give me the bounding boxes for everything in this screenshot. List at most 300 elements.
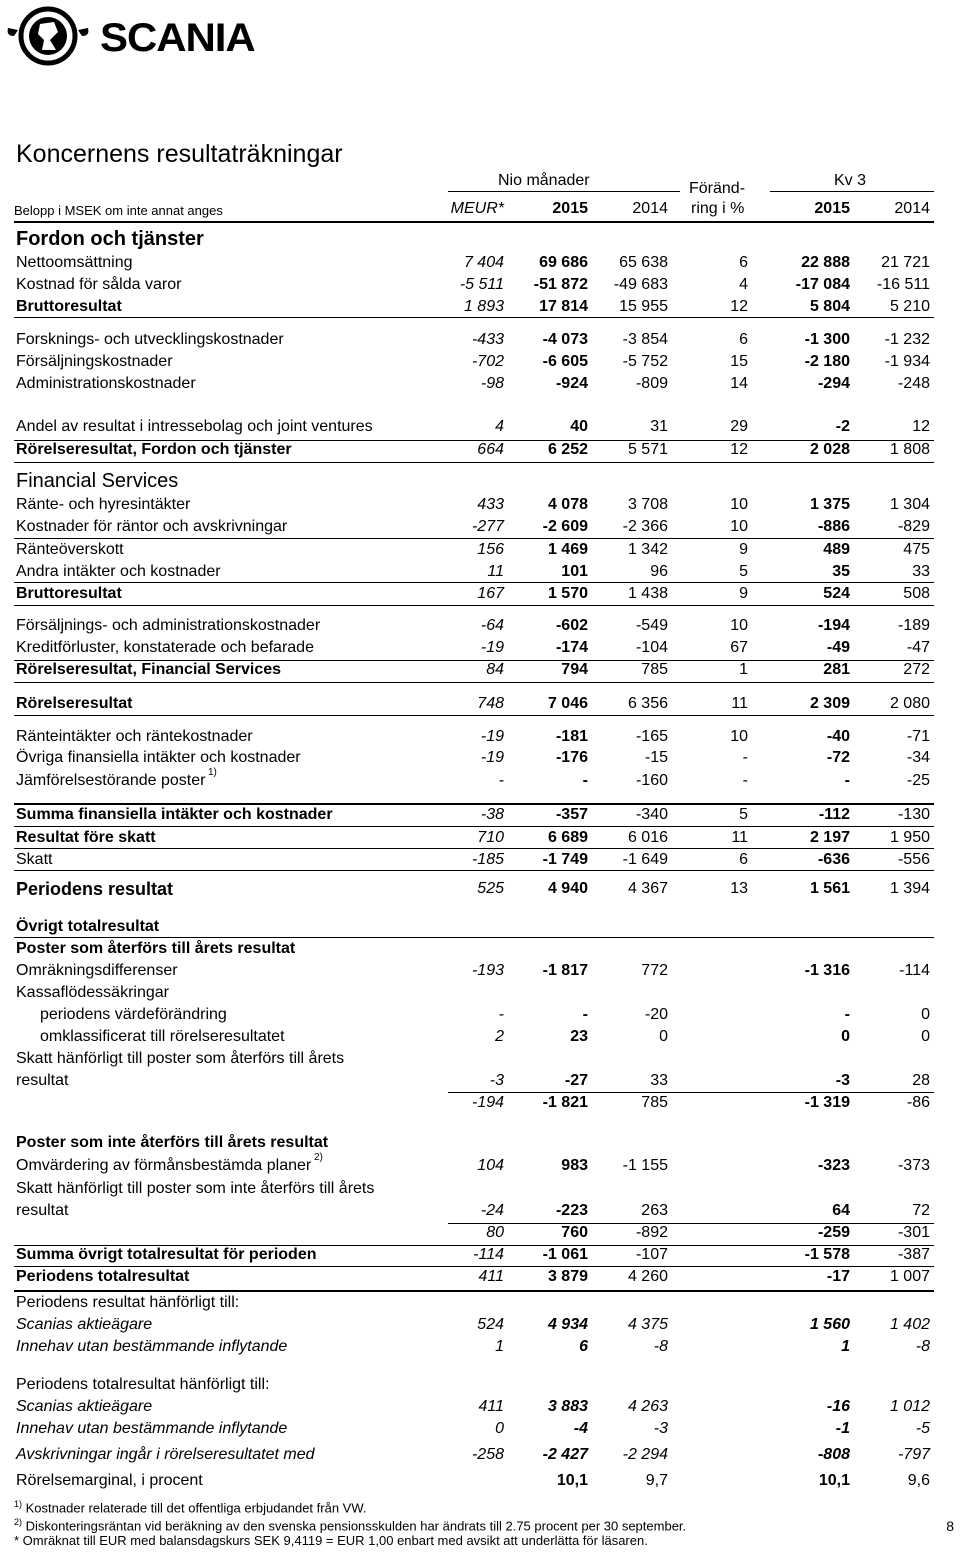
cell-c6: -301 bbox=[897, 1224, 930, 1241]
cell-c4: 1 bbox=[739, 661, 748, 678]
cell-c2: 6 bbox=[579, 1338, 588, 1355]
row-label: Ränte- och hyresintäkter bbox=[16, 496, 191, 513]
row-label: Ränteintäkter och räntekostnader bbox=[16, 728, 253, 745]
cell-c6: 12 bbox=[912, 418, 930, 435]
cell-c1: 1 893 bbox=[463, 298, 504, 315]
cell-c5: 1 560 bbox=[809, 1316, 850, 1333]
cell-c3: -2 366 bbox=[622, 518, 668, 535]
cell-c5: 1 561 bbox=[809, 880, 850, 897]
row-label: Rörelseresultat, Financial Services bbox=[16, 661, 282, 678]
cell-c6: 1 012 bbox=[889, 1398, 930, 1415]
cell-c1: -98 bbox=[480, 375, 504, 392]
cell-c6: 28 bbox=[912, 1072, 930, 1089]
table-row bbox=[0, 584, 960, 604]
rule bbox=[14, 848, 934, 849]
cell-c4: 12 bbox=[730, 298, 748, 315]
row-label: Periodens totalresultat bbox=[16, 1268, 190, 1285]
cell-c2: 3 879 bbox=[547, 1268, 588, 1285]
cell-c5: -323 bbox=[817, 1157, 850, 1174]
cell-c1: 524 bbox=[477, 1316, 504, 1333]
cell-c2: -1 821 bbox=[542, 1094, 588, 1111]
cell-c2: 4 940 bbox=[547, 880, 588, 897]
cell-c6: 21 721 bbox=[881, 254, 930, 271]
cell-c5: -17 bbox=[826, 1268, 850, 1285]
row-label: Jämförelsestörande poster bbox=[16, 772, 206, 789]
cell-c1: -194 bbox=[471, 1094, 504, 1111]
cell-c6: -829 bbox=[897, 518, 930, 535]
table-row bbox=[0, 767, 960, 791]
cell-c1: -258 bbox=[471, 1446, 504, 1463]
footnote-2: $^{2)}$ Diskonteringsräntan vid beräkning av den svenska pensionsskulden har ändrats till 2.75 procent per 30 september. bbox=[14, 1517, 687, 1534]
cell-c5: 1 bbox=[841, 1338, 850, 1355]
cell-c5: 281 bbox=[823, 661, 850, 678]
cell-c2: 7 046 bbox=[547, 695, 588, 712]
cell-c2: -1 061 bbox=[542, 1246, 588, 1263]
row-label: Försäljningskostnader bbox=[16, 353, 173, 370]
table-row bbox=[0, 417, 960, 437]
cell-c3: 6 356 bbox=[627, 695, 668, 712]
cell-c3: 4 263 bbox=[627, 1398, 668, 1415]
cell-c2: 23 bbox=[570, 1028, 588, 1045]
cell-c6: 508 bbox=[903, 585, 930, 602]
cell-c6: 1 394 bbox=[889, 880, 930, 897]
cell-c1: 84 bbox=[486, 661, 504, 678]
cell-c1: -38 bbox=[480, 806, 504, 823]
cell-c6: 0 bbox=[921, 1006, 930, 1023]
cell-c5: 64 bbox=[832, 1202, 850, 1219]
cell-c6: -16 511 bbox=[876, 276, 930, 293]
cell-c1: - bbox=[498, 772, 504, 789]
row-label: Periodens resultat bbox=[16, 879, 174, 899]
cell-c1: -3 bbox=[489, 1072, 504, 1089]
cell-c5: -194 bbox=[817, 617, 850, 634]
table-row bbox=[0, 1337, 960, 1357]
cell-c4: 13 bbox=[730, 880, 748, 897]
cell-c3: 4 260 bbox=[627, 1268, 668, 1285]
cell-c2: 69 686 bbox=[539, 254, 588, 271]
rule bbox=[14, 462, 934, 463]
cell-c3: 31 bbox=[650, 418, 668, 435]
cell-c3: -3 854 bbox=[622, 331, 668, 348]
row-label: Avskrivningar ingår i rörelseresultatet med bbox=[16, 1446, 315, 1463]
table-row bbox=[0, 1471, 960, 1491]
rule bbox=[448, 1223, 934, 1224]
cell-c6: -5 bbox=[915, 1420, 930, 1437]
header-rule bbox=[14, 221, 934, 223]
col-2014: 2014 bbox=[632, 200, 668, 217]
cell-c4: 12 bbox=[730, 441, 748, 458]
table-row bbox=[0, 961, 960, 981]
cell-c3: -5 752 bbox=[622, 353, 668, 370]
table-row bbox=[0, 1267, 960, 1287]
cell-c6: -130 bbox=[897, 806, 930, 823]
cell-c3: 1 342 bbox=[627, 541, 668, 558]
cell-c5: -17 084 bbox=[795, 276, 850, 293]
cell-c2: 1 570 bbox=[547, 585, 588, 602]
cell-c2: 6 689 bbox=[547, 829, 588, 846]
cell-c2: -924 bbox=[555, 375, 588, 392]
cell-c6: -25 bbox=[906, 772, 930, 789]
cell-c3: 785 bbox=[641, 661, 668, 678]
cell-c2: 794 bbox=[561, 661, 588, 678]
table-row bbox=[0, 1027, 960, 1047]
table-row bbox=[0, 1375, 960, 1395]
cell-c3: -165 bbox=[635, 728, 668, 745]
cell-c1: 80 bbox=[486, 1224, 504, 1241]
cell-c4: 5 bbox=[739, 563, 748, 580]
table-row bbox=[0, 1245, 960, 1265]
cell-c6: 1 808 bbox=[889, 441, 930, 458]
cell-c3: -49 683 bbox=[613, 276, 668, 293]
table-row bbox=[0, 1179, 960, 1199]
group-nine-months: Nio månader bbox=[498, 172, 590, 189]
row-label: Scanias aktieägare bbox=[16, 1316, 153, 1333]
cell-c5: -1 578 bbox=[804, 1246, 850, 1263]
rule bbox=[14, 826, 934, 827]
cell-c6: -1 232 bbox=[884, 331, 930, 348]
row-label: Kassaflödessäkringar bbox=[16, 984, 169, 1001]
row-label: Skatt bbox=[16, 851, 53, 868]
cell-c2: -51 872 bbox=[533, 276, 588, 293]
cell-c2: -1 817 bbox=[542, 962, 588, 979]
logo-wordmark: SCANIA bbox=[100, 16, 255, 60]
table-row bbox=[0, 374, 960, 394]
cell-c1: 411 bbox=[478, 1268, 504, 1285]
cell-c1: 7 404 bbox=[463, 254, 504, 271]
cell-c2: 4 078 bbox=[547, 496, 588, 513]
table-row bbox=[0, 1133, 960, 1153]
row-label: Innehav utan bestämmande inflytande bbox=[16, 1338, 288, 1355]
cell-c6: 33 bbox=[912, 563, 930, 580]
cell-c2: -2 427 bbox=[542, 1446, 588, 1463]
cell-c6: -71 bbox=[906, 728, 930, 745]
scania-logo bbox=[4, 6, 304, 64]
cell-c1: 664 bbox=[477, 441, 504, 458]
cell-c4: 15 bbox=[730, 353, 748, 370]
cell-c4: 9 bbox=[739, 541, 748, 558]
cell-c3: -3 bbox=[653, 1420, 668, 1437]
rule bbox=[14, 440, 934, 441]
cell-c2: -4 073 bbox=[542, 331, 588, 348]
rule bbox=[14, 582, 934, 583]
row-label: Skatt hänförligt till poster som återförs till årets bbox=[16, 1050, 345, 1067]
cell-c2: -2 609 bbox=[542, 518, 588, 535]
cell-c5: -72 bbox=[826, 749, 850, 766]
cell-c3: 0 bbox=[659, 1028, 668, 1045]
cell-c1: 748 bbox=[477, 695, 504, 712]
row-label: Rörelsemarginal, i procent bbox=[16, 1472, 203, 1489]
table-row bbox=[0, 1223, 960, 1243]
subtitle: Belopp i MSEK om inte annat anges bbox=[14, 203, 223, 218]
row-label: Nettoomsättning bbox=[16, 254, 133, 271]
cell-c6: -556 bbox=[897, 851, 930, 868]
row-label: Bruttoresultat bbox=[16, 298, 122, 315]
table-row bbox=[0, 879, 960, 899]
cell-c6: 9,6 bbox=[907, 1472, 930, 1489]
cell-c3: 5 571 bbox=[627, 441, 668, 458]
change-header-1: Föränd- bbox=[689, 180, 746, 197]
cell-c4: 4 bbox=[739, 276, 748, 293]
table-row bbox=[0, 694, 960, 714]
row-label: Poster som inte återförs till årets resultat bbox=[16, 1134, 329, 1151]
cell-c1: 411 bbox=[478, 1398, 504, 1415]
page-title: Koncernens resultaträkningar bbox=[16, 140, 343, 168]
table-row bbox=[0, 1152, 960, 1176]
col-q-2014: 2014 bbox=[894, 200, 930, 217]
footnote-3: * Omräknat till EUR med balansdagskurs SEK 9,4119 = EUR 1,00 enbart med avsikt att underlätta för läsaren. bbox=[14, 1533, 648, 1548]
cell-c4: 6 bbox=[739, 851, 748, 868]
col-2015: 2015 bbox=[552, 200, 588, 217]
rule bbox=[448, 1092, 934, 1093]
cell-c5: -259 bbox=[817, 1224, 850, 1241]
cell-c5: 5 804 bbox=[809, 298, 850, 315]
cell-c5: -1 316 bbox=[804, 962, 850, 979]
cell-c3: -1 649 bbox=[622, 851, 668, 868]
rule bbox=[14, 317, 934, 318]
cell-c5: -294 bbox=[817, 375, 850, 392]
table-row bbox=[0, 1419, 960, 1439]
cell-c1: 433 bbox=[477, 496, 504, 513]
table-row bbox=[0, 983, 960, 1003]
cell-c5: -49 bbox=[826, 639, 850, 656]
cell-c2: 6 252 bbox=[547, 441, 588, 458]
row-label: omklassificerat till rörelseresultatet bbox=[40, 1028, 285, 1045]
table-row bbox=[0, 1071, 960, 1091]
row-label: Rörelseresultat bbox=[16, 695, 133, 712]
cell-c5: 1 375 bbox=[809, 496, 850, 513]
row-label: Forsknings- och utvecklingskostnader bbox=[16, 331, 284, 348]
rule bbox=[14, 870, 934, 871]
row-label: Periodens totalresultat hänförligt till: bbox=[16, 1376, 270, 1393]
cell-c3: -340 bbox=[635, 806, 668, 823]
table-row bbox=[0, 748, 960, 768]
cell-c2: 983 bbox=[561, 1157, 588, 1174]
cell-c4: - bbox=[742, 749, 748, 766]
cell-c5: -886 bbox=[817, 518, 850, 535]
cell-c3: 4 367 bbox=[627, 880, 668, 897]
cell-c3: 96 bbox=[650, 563, 668, 580]
cell-c6: -189 bbox=[897, 617, 930, 634]
cell-c1: -64 bbox=[480, 617, 504, 634]
cell-c1: -193 bbox=[471, 962, 504, 979]
rule bbox=[14, 1266, 934, 1267]
cell-c1: -19 bbox=[480, 639, 504, 656]
footnote-1: $^{1)}$ Kostnader relaterade till det offentliga erbjudandet från VW. bbox=[14, 1499, 367, 1516]
cell-c2: 3 883 bbox=[547, 1398, 588, 1415]
cell-c3: 785 bbox=[641, 1094, 668, 1111]
cell-c1: 11 bbox=[487, 563, 504, 580]
col-meur: MEUR* bbox=[450, 200, 504, 217]
cell-c4: 11 bbox=[731, 829, 748, 846]
rule bbox=[14, 605, 934, 606]
cell-c2: 10,1 bbox=[556, 1472, 588, 1489]
row-label: periodens värdeförändring bbox=[40, 1006, 227, 1023]
cell-c6: 1 402 bbox=[889, 1316, 930, 1333]
cell-c1: -19 bbox=[480, 749, 504, 766]
cell-c3: -20 bbox=[644, 1006, 668, 1023]
cell-c4: 10 bbox=[730, 518, 748, 535]
cell-c6: -387 bbox=[897, 1246, 930, 1263]
cell-c3: -549 bbox=[635, 617, 668, 634]
cell-c5: -808 bbox=[817, 1446, 850, 1463]
cell-c3: 4 375 bbox=[627, 1316, 668, 1333]
table-row bbox=[0, 660, 960, 680]
cell-c1: -24 bbox=[480, 1202, 504, 1219]
table-row bbox=[0, 517, 960, 537]
row-label: Övrigt totalresultat bbox=[16, 918, 160, 935]
cell-c4: 10 bbox=[730, 728, 748, 745]
cell-c3: -2 294 bbox=[622, 1446, 668, 1463]
section-fordon: Fordon och tjänster bbox=[16, 228, 204, 250]
cell-c4: 10 bbox=[730, 617, 748, 634]
col-q-2015: 2015 bbox=[814, 200, 850, 217]
cell-c5: 524 bbox=[823, 585, 850, 602]
cell-c6: 475 bbox=[903, 541, 930, 558]
cell-c5: -1 bbox=[835, 1420, 850, 1437]
cell-c4: 67 bbox=[730, 639, 748, 656]
cell-c2: -223 bbox=[555, 1202, 588, 1219]
rule bbox=[14, 937, 934, 938]
cell-c6: 1 007 bbox=[889, 1268, 930, 1285]
cell-c4: 6 bbox=[739, 254, 748, 271]
cell-c5: -40 bbox=[826, 728, 850, 745]
cell-c2: -1 749 bbox=[542, 851, 588, 868]
cell-c6: -248 bbox=[897, 375, 930, 392]
table-row bbox=[0, 1005, 960, 1025]
cell-c1: 0 bbox=[495, 1420, 504, 1437]
cell-c5: 2 197 bbox=[809, 829, 850, 846]
cell-c3: -809 bbox=[635, 375, 668, 392]
row-label: Rörelseresultat, Fordon och tjänster bbox=[16, 441, 292, 458]
cell-c3: -8 bbox=[653, 1338, 668, 1355]
cell-c5: -636 bbox=[817, 851, 850, 868]
row-label: Ränteöverskott bbox=[16, 541, 124, 558]
rule bbox=[14, 538, 934, 539]
table-row bbox=[0, 330, 960, 350]
cell-c3: 3 708 bbox=[627, 496, 668, 513]
cell-c4: - bbox=[742, 772, 748, 789]
cell-c1: 167 bbox=[477, 585, 504, 602]
table-row bbox=[0, 253, 960, 273]
row-label: Periodens resultat hänförligt till: bbox=[16, 1294, 240, 1311]
group-q3: Kv 3 bbox=[834, 172, 867, 189]
cell-c3: 33 bbox=[650, 1072, 668, 1089]
cell-c2: 4 934 bbox=[547, 1316, 588, 1333]
table-row bbox=[0, 1315, 960, 1335]
rule bbox=[14, 1290, 934, 1292]
cell-c3: 65 638 bbox=[619, 254, 668, 271]
cell-c5: -3 bbox=[835, 1072, 850, 1089]
cell-c5: -112 bbox=[818, 806, 850, 823]
cell-c4: 11 bbox=[731, 695, 748, 712]
cell-c1: -433 bbox=[471, 331, 504, 348]
page-number: 8 bbox=[946, 1518, 954, 1534]
cell-c2: -181 bbox=[555, 728, 588, 745]
cell-c1: -185 bbox=[471, 851, 504, 868]
cell-c5: -1 319 bbox=[804, 1094, 850, 1111]
cell-c6: 1 950 bbox=[889, 829, 930, 846]
row-label: Administrationskostnader bbox=[16, 375, 196, 392]
rule bbox=[14, 1245, 934, 1246]
cell-c3: 772 bbox=[641, 962, 668, 979]
cell-c3: 6 016 bbox=[627, 829, 668, 846]
cell-c5: 35 bbox=[832, 563, 850, 580]
cell-c5: -16 bbox=[826, 1398, 850, 1415]
cell-c6: -1 934 bbox=[884, 353, 930, 370]
cell-c5: -2 bbox=[835, 418, 850, 435]
cell-c5: -1 300 bbox=[804, 331, 850, 348]
cell-c3: -107 bbox=[635, 1246, 668, 1263]
row-label: Innehav utan bestämmande inflytande bbox=[16, 1420, 288, 1437]
row-label: Skatt hänförligt till poster som inte återförs till årets bbox=[16, 1180, 375, 1197]
cell-c2: - bbox=[582, 772, 588, 789]
cell-c5: 0 bbox=[841, 1028, 850, 1045]
table-row bbox=[0, 352, 960, 372]
cell-c6: 5 210 bbox=[889, 298, 930, 315]
group-rule bbox=[770, 191, 934, 192]
table-row bbox=[0, 1093, 960, 1113]
table-row bbox=[0, 297, 960, 317]
row-label: Poster som återförs till årets resultat bbox=[16, 940, 296, 957]
cell-c5: 2 309 bbox=[809, 695, 850, 712]
row-label: Andra intäkter och kostnader bbox=[16, 563, 221, 580]
cell-c6: 72 bbox=[912, 1202, 930, 1219]
rule bbox=[14, 682, 934, 683]
table-row bbox=[0, 828, 960, 848]
cell-c6: 2 080 bbox=[889, 695, 930, 712]
row-label: Omvärdering av förmånsbestämda planer bbox=[16, 1157, 312, 1174]
table-row bbox=[0, 1445, 960, 1465]
table-row bbox=[0, 616, 960, 636]
cell-c6: -114 bbox=[899, 962, 930, 979]
row-label: Kreditförluster, konstaterade och befarade bbox=[16, 639, 314, 656]
table-row bbox=[0, 727, 960, 747]
cell-c4: 5 bbox=[739, 806, 748, 823]
table-row bbox=[0, 1397, 960, 1417]
cell-c5: - bbox=[844, 772, 850, 789]
griffin-icon bbox=[4, 6, 94, 66]
cell-c1: -702 bbox=[471, 353, 504, 370]
cell-c6: 272 bbox=[903, 661, 930, 678]
table-row bbox=[0, 495, 960, 515]
cell-c1: 156 bbox=[477, 541, 504, 558]
cell-c5: 2 028 bbox=[809, 441, 850, 458]
rule bbox=[14, 660, 934, 661]
row-label: resultat bbox=[16, 1202, 69, 1219]
cell-c1: 525 bbox=[477, 880, 504, 897]
cell-c2: -176 bbox=[555, 749, 588, 766]
cell-c6: 0 bbox=[921, 1028, 930, 1045]
cell-c3: -160 bbox=[635, 772, 668, 789]
cell-c1: -5 511 bbox=[459, 276, 504, 293]
cell-c3: 263 bbox=[641, 1202, 668, 1219]
cell-c5: 10,1 bbox=[818, 1472, 850, 1489]
table-row bbox=[0, 850, 960, 870]
cell-c2: -4 bbox=[573, 1420, 588, 1437]
cell-c6: 1 304 bbox=[889, 496, 930, 513]
cell-c3: 15 955 bbox=[619, 298, 668, 315]
row-label: Summa övrigt totalresultat för perioden bbox=[16, 1246, 317, 1263]
cell-c2: -602 bbox=[555, 617, 588, 634]
cell-c4: 10 bbox=[730, 496, 748, 513]
group-rule bbox=[448, 191, 680, 192]
cell-c2: 101 bbox=[561, 563, 588, 580]
cell-c2: -174 bbox=[555, 639, 588, 656]
cell-c2: -27 bbox=[564, 1072, 588, 1089]
cell-c2: -357 bbox=[555, 806, 588, 823]
rule bbox=[14, 715, 934, 716]
row-label: Kostnad för sålda varor bbox=[16, 276, 182, 293]
